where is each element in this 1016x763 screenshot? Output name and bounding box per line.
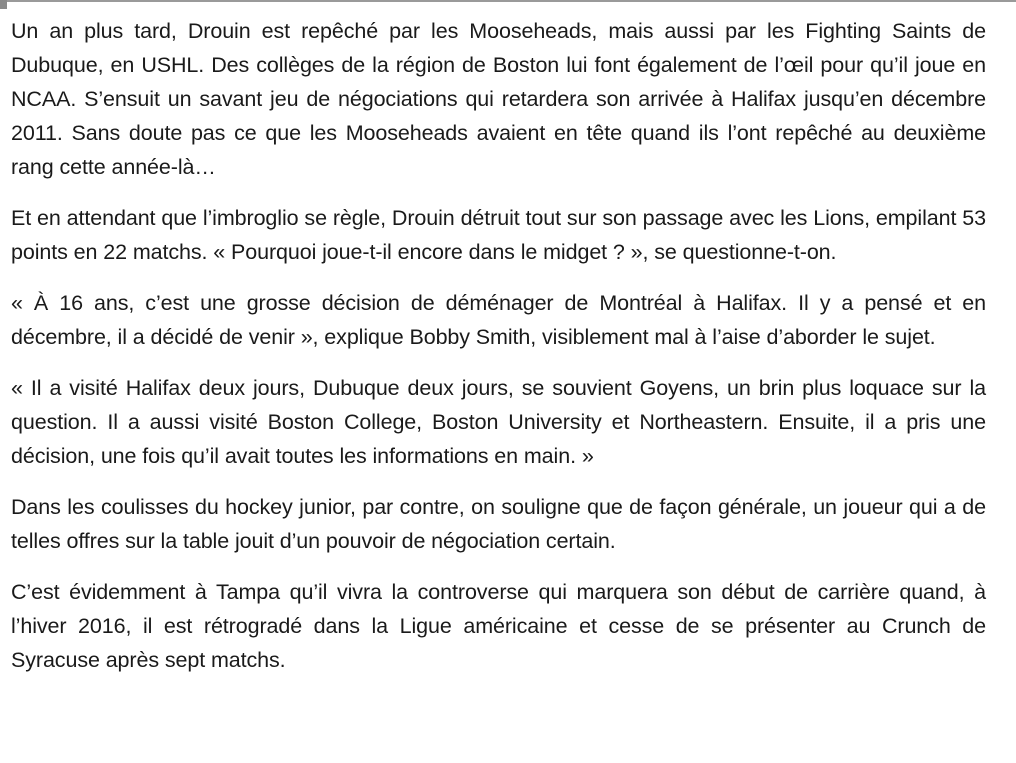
article-body xyxy=(11,14,986,694)
article-paragraph: « Il a visité Halifax deux jours, Dubuque deux jours, se souvient Goyens, un brin plus loquace sur la question. Il a aussi visité Boston College, Boston University et Northeastern. Ensuite, il a pris une décision, une fois qu’il avait toutes les informations en main. » xyxy=(11,376,986,468)
article-paragraph: Un an plus tard, Drouin est repêché par les Mooseheads, mais aussi par les Fighting Saints de Dubuque, en USHL. Des collèges de la région de Boston lui font également de l’œil pour qu’il joue en NCAA. S’ensuit un savant jeu de négociations qui retardera son arrivée à Halifax jusqu’en décembre 2011. Sans doute pas ce que les Mooseheads avaient en tête quand ils l’ont repêché au deuxième rang cette année-là… xyxy=(11,19,986,179)
top-divider xyxy=(0,0,1016,2)
article-paragraph: « À 16 ans, c’est une grosse décision de déménager de Montréal à Halifax. Il y a pensé et en décembre, il a décidé de venir », explique Bobby Smith, visiblement mal à l’aise d’aborder le sujet. xyxy=(11,291,986,349)
corner-marker xyxy=(0,0,7,9)
article-paragraph: Et en attendant que l’imbroglio se règle, Drouin détruit tout sur son passage avec les Lions, empilant 53 points en 22 matchs. « Pourquoi joue-t-il encore dans le midget ? », se questionne-t-on. xyxy=(11,206,986,264)
article-paragraph: C’est évidemment à Tampa qu’il vivra la controverse qui marquera son début de carrière quand, à l’hiver 2016, il est rétrogradé dans la Ligue américaine et cesse de se présenter au Crunch de Syracuse après sept matchs. xyxy=(11,580,986,672)
article-paragraph: Dans les coulisses du hockey junior, par contre, on souligne que de façon générale, un joueur qui a de telles offres sur la table jouit d’un pouvoir de négociation certain. xyxy=(11,495,986,553)
